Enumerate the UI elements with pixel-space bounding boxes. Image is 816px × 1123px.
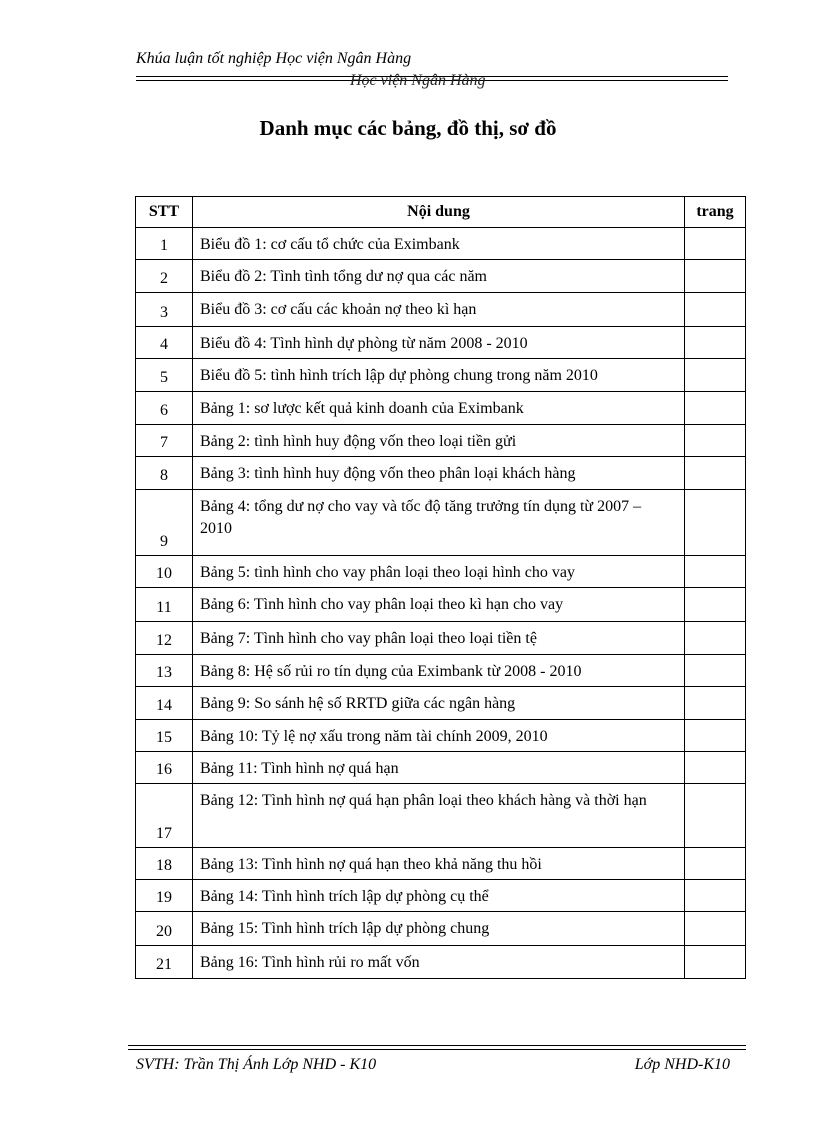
row-content: Bảng 6: Tình hình cho vay phân loại theo kì hạn cho vay [192, 588, 684, 622]
row-stt: 6 [136, 392, 193, 425]
row-content: Bảng 4: tổng dư nợ cho vay và tốc độ tăng trưởng tín dụng từ 2007 – 2010 [192, 490, 684, 556]
row-stt: 7 [136, 425, 193, 457]
row-stt: 21 [136, 946, 193, 979]
table-row [136, 588, 746, 622]
table-row [136, 946, 746, 979]
header-line-2: Học viện Ngân Hàng [350, 72, 486, 89]
row-stt: 5 [136, 359, 193, 392]
row-page [685, 880, 746, 912]
row-stt: 13 [136, 655, 193, 687]
table-row [136, 260, 746, 293]
row-stt: 1 [136, 228, 193, 260]
row-stt: 15 [136, 720, 193, 752]
row-stt: 16 [136, 752, 193, 784]
row-stt: 18 [136, 848, 193, 880]
row-content: Bảng 14: Tình hình trích lập dự phòng cụ thể [192, 880, 684, 912]
table-header-row [136, 197, 746, 228]
row-stt: 17 [136, 784, 193, 848]
table-row [136, 912, 746, 946]
table-row [136, 687, 746, 720]
table-row [136, 848, 746, 880]
row-page [685, 392, 746, 425]
table-row [136, 490, 746, 556]
row-page [685, 655, 746, 687]
table-row [136, 556, 746, 588]
row-stt: 2 [136, 260, 193, 293]
table-row [136, 327, 746, 359]
header-line-1: Khúa luận tốt nghiệp Học viện Ngân Hàng [136, 50, 412, 67]
content-header: Nội dung [192, 197, 684, 228]
row-content: Bảng 11: Tình hình nợ quá hạn [192, 752, 684, 784]
table-row [136, 880, 746, 912]
row-stt: 19 [136, 880, 193, 912]
table-body [136, 228, 746, 979]
table-row [136, 293, 746, 327]
footer-student: SVTH: Trần Thị Ánh Lớp NHD - K10 [136, 1056, 377, 1073]
row-page [685, 260, 746, 293]
row-content: Bảng 1: sơ lược kết quả kinh doanh của Eximbank [192, 392, 684, 425]
table-row [136, 392, 746, 425]
page-header: trang [685, 197, 746, 228]
row-content: Biểu đồ 3: cơ cấu các khoản nợ theo kì hạn [192, 293, 684, 327]
row-content: Bảng 10: Tỷ lệ nợ xấu trong năm tài chính 2009, 2010 [192, 720, 684, 752]
table-row [136, 720, 746, 752]
row-content: Bảng 7: Tình hình cho vay phân loại theo loại tiền tệ [192, 622, 684, 655]
row-content: Bảng 2: tình hình huy động vốn theo loại tiền gửi [192, 425, 684, 457]
row-page [685, 912, 746, 946]
table-row [136, 228, 746, 260]
row-content: Bảng 15: Tình hình trích lập dự phòng chung [192, 912, 684, 946]
row-stt: 3 [136, 293, 193, 327]
row-page [685, 228, 746, 260]
row-stt: 12 [136, 622, 193, 655]
row-content: Biểu đồ 4: Tình hình dự phòng từ năm 2008 - 2010 [192, 327, 684, 359]
row-content: Bảng 3: tình hình huy động vốn theo phân loại khách hàng [192, 457, 684, 490]
row-page [685, 752, 746, 784]
row-page [685, 490, 746, 556]
row-content: Bảng 9: So sánh hệ số RRTD giữa các ngân hàng [192, 687, 684, 720]
row-page [685, 588, 746, 622]
contents-table [135, 196, 746, 979]
row-page [685, 359, 746, 392]
row-stt: 8 [136, 457, 193, 490]
row-stt: 4 [136, 327, 193, 359]
table-row [136, 784, 746, 848]
row-page [685, 457, 746, 490]
row-page [685, 622, 746, 655]
table-row [136, 425, 746, 457]
row-page [685, 946, 746, 979]
row-stt: 10 [136, 556, 193, 588]
page-title: Danh mục các bảng, đồ thị, sơ đồ [259, 116, 557, 140]
row-content: Bảng 5: tình hình cho vay phân loại theo loại hình cho vay [192, 556, 684, 588]
table-row [136, 359, 746, 392]
row-content: Bảng 8: Hệ số rủi ro tín dụng của Eximbank từ 2008 - 2010 [192, 655, 684, 687]
stt-header: STT [136, 197, 193, 228]
row-page [685, 556, 746, 588]
footer-class: Lớp NHD-K10 [634, 1056, 730, 1073]
row-page [685, 425, 746, 457]
row-content: Bảng 12: Tình hình nợ quá hạn phân loại theo khách hàng và thời hạn [192, 784, 684, 848]
row-stt: 11 [136, 588, 193, 622]
row-content: Biểu đồ 5: tình hình trích lập dự phòng chung trong năm 2010 [192, 359, 684, 392]
row-content: Biểu đồ 2: Tình tình tổng dư nợ qua các năm [192, 260, 684, 293]
row-page [685, 848, 746, 880]
row-page [685, 327, 746, 359]
row-stt: 9 [136, 490, 193, 556]
row-page [685, 293, 746, 327]
row-page [685, 784, 746, 848]
table-row [136, 752, 746, 784]
table-row [136, 622, 746, 655]
row-content: Bảng 16: Tình hình rủi ro mất vốn [192, 946, 684, 979]
row-content: Bảng 13: Tình hình nợ quá hạn theo khả năng thu hồi [192, 848, 684, 880]
row-stt: 14 [136, 687, 193, 720]
table-row [136, 457, 746, 490]
footer-rule [128, 1045, 746, 1050]
row-page [685, 720, 746, 752]
row-content: Biểu đồ 1: cơ cấu tổ chức của Eximbank [192, 228, 684, 260]
row-stt: 20 [136, 912, 193, 946]
table-row [136, 655, 746, 687]
row-page [685, 687, 746, 720]
